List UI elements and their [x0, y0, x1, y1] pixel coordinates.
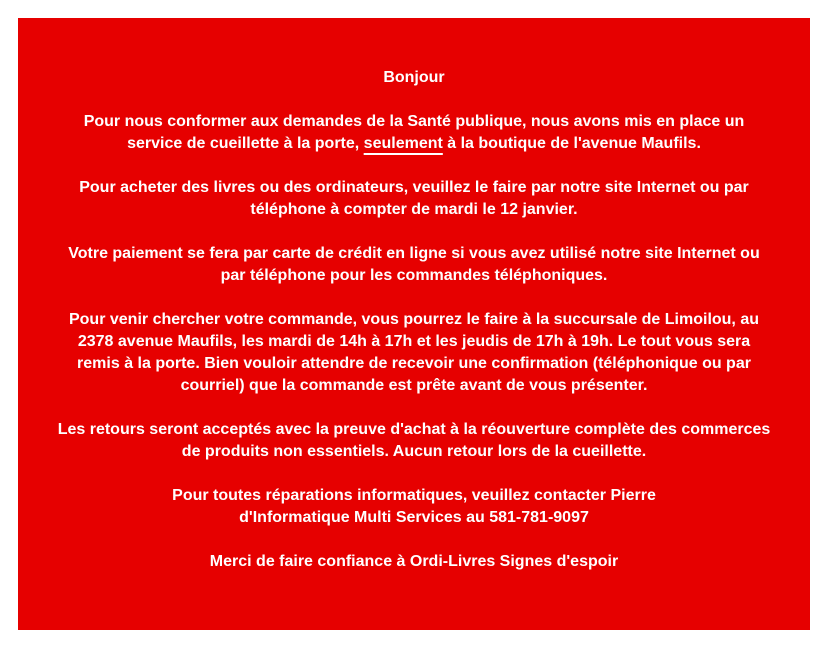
- repairs-line-1: Pour toutes réparations informatiques, veuillez contacter Pierre: [172, 487, 656, 504]
- seulement-emphasis-text: seulement: [363, 135, 443, 152]
- ordering-paragraph: Pour acheter des livres ou des ordinateurs, veuillez le faire par notre site Internet ou par téléphone à compter de mardi le 12 janvier.: [79, 179, 749, 218]
- pickup-service-text-before: Pour nous conformer aux demandes de la Santé publique, nous avons mis en place un service de cueillette à la porte,: [83, 113, 745, 152]
- returns-paragraph: Les retours seront acceptés avec la preuve d'achat à la réouverture complète des commerces de produits non essentiels. Aucun retour lors de la cueillette.: [57, 421, 771, 460]
- closing-message: Merci de faire confiance à Ordi-Livres Signes d'espoir: [209, 553, 619, 570]
- greeting-text: Bonjour: [383, 69, 445, 86]
- repairs-line-2: d'Informatique Multi Services au 581-781-9097: [239, 509, 589, 526]
- payment-paragraph: Votre paiement se fera par carte de crédit en ligne si vous avez utilisé notre site Internet ou par téléphone pour les commandes téléphoniques.: [68, 245, 760, 284]
- notice-panel: [18, 18, 810, 630]
- pickup-service-paragraph: [56, 111, 772, 155]
- repairs-paragraph: [56, 485, 772, 529]
- pickup-service-text-after: à la boutique de l'avenue Maufils.: [442, 135, 701, 152]
- pickup-instructions-paragraph: Pour venir chercher votre commande, vous pourrez le faire à la succursale de Limoilou, au 2378 avenue Maufils, les mardi de 14h à 17h et les jeudis de 17h à 19h. Le tout vous sera remis à la porte. Bien vouloir attendre de recevoir une confirmation (téléphonique ou par courriel) que la commande est prête avant de vous présenter.: [68, 311, 759, 394]
